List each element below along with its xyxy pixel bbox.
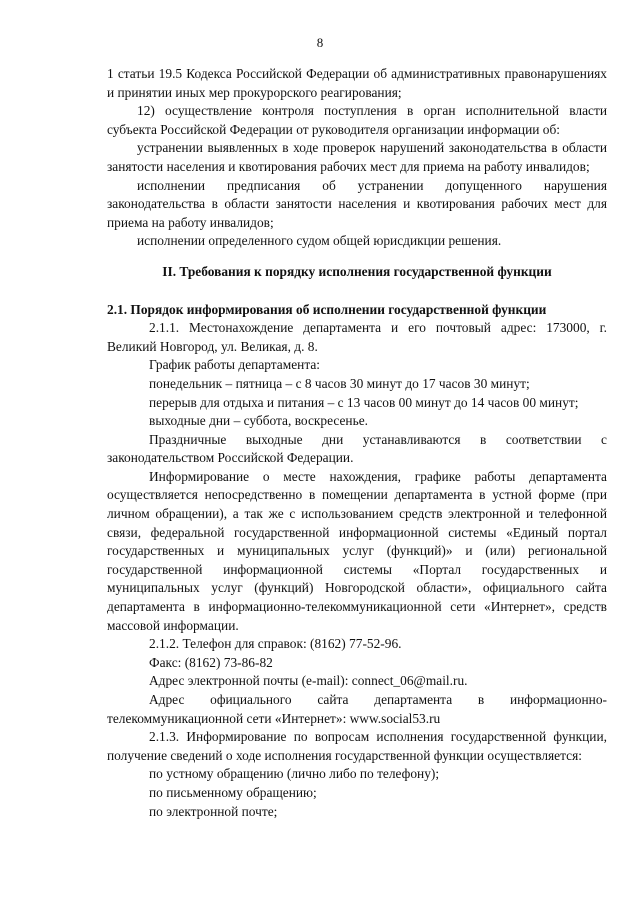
paragraph: Праздничные выходные дни устанавливаются в соответствии с законодательством Российской Федерации.: [107, 431, 607, 466]
subsection-heading: 2.1. Порядок информирования об исполнении государственной функции: [107, 301, 547, 317]
paragraph: Информирование о месте нахождения, графике работы департамента осуществляется непосредственно в помещении департамента в устной форме (при личном обращении), а так же с использованием средств электронной и телефонной связи, федеральной государственной информационной системы «Единый портал государственных и муниципальных услуг (функций)» и (или) региональной государственной информационной системы «Портал государственных и муниципальных услуг (функций) Новгородской области», официального сайта департамента в информационно-телекоммуникационной сети «Интернет», средств массовой информации.: [107, 468, 607, 633]
list-item: по письменному обращению;: [149, 784, 317, 800]
paragraph: 2.1.3. Информирование по вопросам исполнения государственной функции, получение сведений о ходе исполнения государственной функции осуществляется:: [107, 729, 607, 763]
paragraph: Адрес официального сайта департамента в информационно-телекоммуникационной сети «Интернет»: www.social53.ru: [107, 692, 607, 726]
page-number: 8: [316, 35, 324, 50]
paragraph: Факс: (8162) 73-86-82: [149, 654, 273, 670]
paragraph: Адрес электронной почты (e-mail): connect_06@mail.ru.: [149, 673, 468, 689]
paragraph: 1 статьи 19.5 Кодекса Российской Федерации об административных правонарушениях и принятии иных мер прокурорского реагирования;: [107, 66, 607, 100]
document-body: [107, 65, 607, 821]
paragraph: выходные дни – суббота, воскресенье.: [149, 413, 368, 429]
paragraph: перерыв для отдыха и питания – с 13 часов 00 минут до 14 часов 00 минут;: [149, 394, 579, 410]
paragraph: исполнении определенного судом общей юрисдикции решения.: [137, 233, 502, 249]
paragraph: понедельник – пятница – с 8 часов 30 минут до 17 часов 30 минут;: [149, 375, 530, 391]
list-item: по электронной почте;: [149, 803, 278, 819]
paragraph: График работы департамента:: [149, 357, 321, 373]
paragraph: устранении выявленных в ходе проверок нарушений законодательства в области занятости населения и квотирования рабочих мест для приема на работу инвалидов;: [107, 140, 607, 174]
section-heading: II. Требования к порядку исполнения государственной функции: [162, 263, 552, 279]
paragraph: 2.1.1. Местонахождение департамента и его почтовый адрес: 173000, г. Великий Новгород, ул. Великая, д. 8.: [107, 320, 607, 354]
paragraph: 12) осуществление контроля поступления в орган исполнительной власти субъекта Российской Федерации от руководителя организации информации об:: [107, 103, 607, 137]
paragraph: 2.1.2. Телефон для справок: (8162) 77-52-96.: [149, 636, 402, 652]
paragraph: исполнении предписания об устранении допущенного нарушения законодательства в области занятости населения и квотирования рабочих мест для приема на работу инвалидов;: [107, 177, 607, 230]
list-item: по устному обращению (лично либо по телефону);: [149, 766, 440, 782]
